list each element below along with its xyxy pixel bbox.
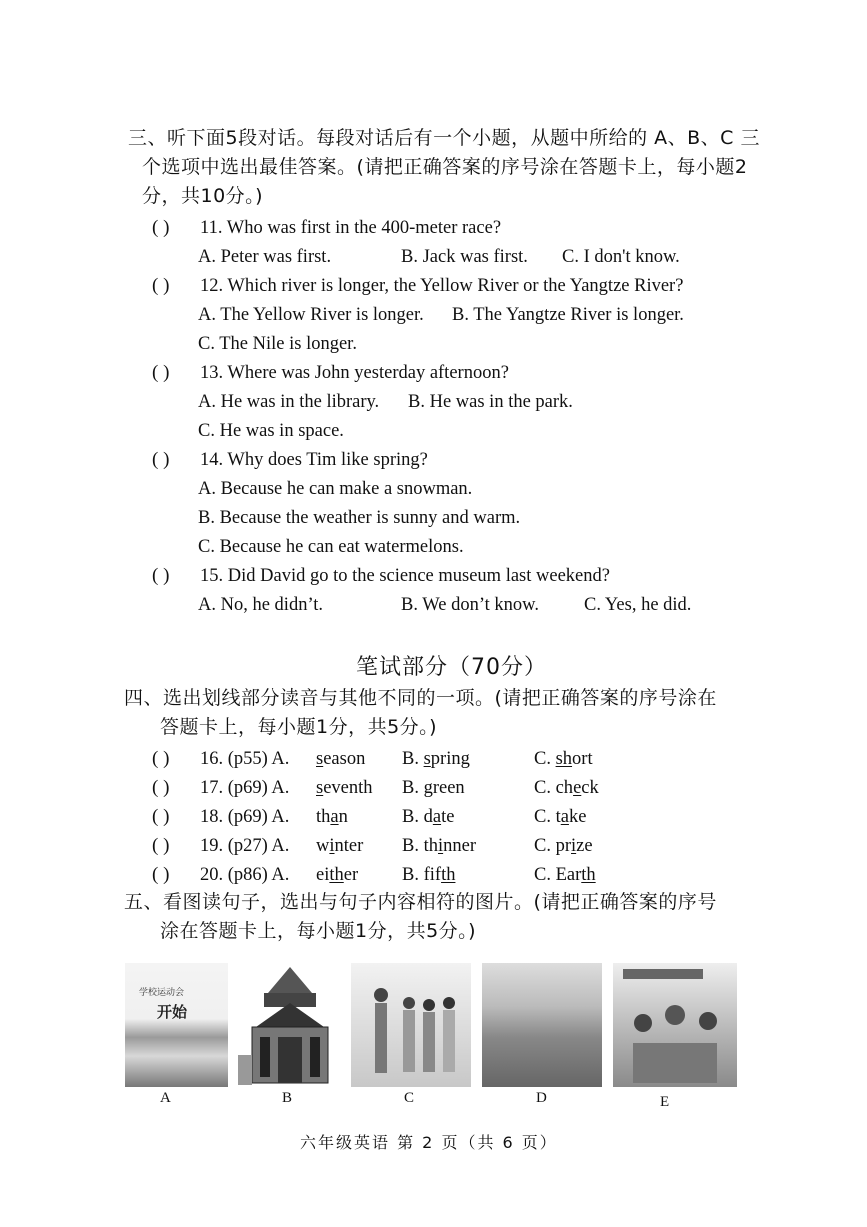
word-part: ck [581,778,599,798]
word-part: reen [432,778,465,798]
underlined-letters: s [316,778,324,798]
option-b-word [402,745,470,774]
question-12: 12. Which river is longer, the Yellow River or the Yangtze River? [200,276,684,296]
underlined-letters: s [316,749,324,769]
word-part: C. t [534,807,561,827]
section3-line2: 个选项中选出最佳答案。(请把正确答案的序号涂在答题卡上，每小题2 [142,156,748,178]
picture-label-e: E [660,1094,670,1110]
option-c: C. The Nile is longer. [198,334,357,354]
question-14: 14. Why does Tim like spring? [200,450,428,470]
building-illustration [238,963,342,1087]
word-part: C. Ear [534,865,582,885]
underlined-letters: a [432,807,442,827]
picture-d-crowd[interactable] [482,963,602,1087]
word-part: C. [534,749,556,769]
underlined-letters: th [441,865,456,885]
word-part: ke [568,807,587,827]
option-c-word [534,861,596,890]
option-a-word [316,803,348,832]
option-a: A. He was in the library. [198,392,380,412]
word-part: pring [430,749,470,769]
option-a: A. Peter was first. [198,247,332,267]
word-part: nner [443,836,476,856]
section3-line1: 三、听下面5段对话。每段对话后有一个小题，从题中所给的 A、B、C 三 [128,127,760,149]
word-part: ort [572,749,593,769]
word-part: w [316,836,330,856]
option-b-word [402,832,476,861]
option-c: C. Yes, he did. [584,595,692,615]
question-11: 11. Who was first in the 400-meter race? [200,218,502,238]
underlined-letters: i [329,836,335,856]
underlined-letters: sh [555,749,573,769]
word-part: nter [334,836,364,856]
answer-blank[interactable]: ( ) [152,217,170,238]
section4-instructions [124,684,764,742]
phonics-question-number: 18. (p69) A. [200,807,290,827]
answer-blank[interactable]: ( ) [152,275,170,296]
picture-label-d: D [536,1090,547,1106]
underlined-letters: s [423,749,431,769]
word-part: B. [402,749,424,769]
section5-line2: 涂在答题卡上，每小题1分，共5分。) [160,920,477,942]
underlined-letters: i [437,836,444,856]
picture-label-a: A [160,1090,171,1106]
option-b: B. The Yangtze River is longer. [452,305,684,325]
picture-label-b: B [282,1090,293,1106]
picture-a-caption: 学校运动会 [139,988,185,998]
answer-blank[interactable]: ( ) [152,835,170,856]
word-part: B. [402,778,424,798]
word-part: te [441,807,455,827]
section3-line3: 分，共10分。) [142,185,264,207]
option-b: B. Because the weather is sunny and warm. [198,508,521,528]
answer-blank[interactable]: ( ) [152,565,170,586]
section5-instructions [124,888,764,946]
answer-blank[interactable]: ( ) [152,864,170,885]
picture-label-c: C [404,1090,415,1106]
party-illustration [613,963,737,1087]
phonics-question-number: 19. (p27) A. [200,836,290,856]
option-a-word [316,832,363,861]
word-part: er [343,865,359,885]
option-c: C. Because he can eat watermelons. [198,537,464,557]
word-part: eason [323,749,366,769]
section4-line1: 四、选出划线部分读音与其他不同的一项。(请把正确答案的序号涂在 [124,687,717,709]
option-b-word [402,861,455,890]
option-a: A. No, he didn’t. [198,595,324,615]
option-b: B. We don’t know. [401,595,539,615]
option-b: B. Jack was first. [401,247,528,267]
underlined-letters: i [571,836,577,856]
underlined-letters: g [423,778,433,798]
picture-b-building[interactable] [238,963,342,1087]
phonics-question-number: 17. (p69) A. [200,778,290,798]
underlined-letters: th [581,865,596,885]
option-c-word [534,832,593,861]
picture-e-party[interactable] [613,963,737,1087]
option-b: B. He was in the park. [408,392,573,412]
answer-blank[interactable]: ( ) [152,806,170,827]
word-part: ze [576,836,593,856]
section3-instructions [128,124,768,211]
word-part: n [338,807,348,827]
page-footer: 六年级英语 第 2 页（共 6 页） [300,1133,558,1152]
picture-a-title: 开始 [157,1003,188,1021]
option-a-word [316,745,365,774]
answer-blank[interactable]: ( ) [152,748,170,769]
phonics-question-number: 16. (p55) A. [200,749,290,769]
option-c-word [534,745,593,774]
option-c-word [534,803,586,832]
underlined-letters: a [560,807,569,827]
written-part-title: 笔试部分（70分） [356,655,547,680]
word-part: th [316,807,331,827]
option-a-word [316,774,373,803]
word-part: eventh [323,778,373,798]
option-c: C. I don't know. [562,247,680,267]
underlined-letters: th [329,865,344,885]
question-15: 15. Did David go to the science museum last weekend? [200,566,610,586]
word-part: B. fif [402,865,442,885]
answer-blank[interactable]: ( ) [152,777,170,798]
option-c-word [534,774,599,803]
option-a: A. Because he can make a snowman. [198,479,473,499]
underlined-letters: e [573,778,582,798]
underlined-letters: a [330,807,339,827]
answer-blank[interactable]: ( ) [152,362,170,383]
word-part: C. ch [534,778,574,798]
answer-blank[interactable]: ( ) [152,449,170,470]
picture-a-sports-meeting[interactable] [125,963,228,1087]
picture-c-students[interactable] [351,963,471,1087]
option-a: A. The Yellow River is longer. [198,305,424,325]
option-a-word [316,861,358,890]
students-illustration [351,963,471,1087]
word-part: C. pr [534,836,571,856]
question-13: 13. Where was John yesterday afternoon? [200,363,509,383]
option-c: C. He was in space. [198,421,344,441]
word-part: B. d [402,807,433,827]
word-part: B. th [402,836,438,856]
section4-line2: 答题卡上，每小题1分，共5分。) [160,716,438,738]
word-part: ei [316,865,330,885]
section5-line1: 五、看图读句子，选出与句子内容相符的图片。(请把正确答案的序号 [124,891,717,913]
phonics-question-number: 20. (p86) A. [200,865,290,885]
option-b-word [402,803,454,832]
option-b-word [402,774,465,803]
